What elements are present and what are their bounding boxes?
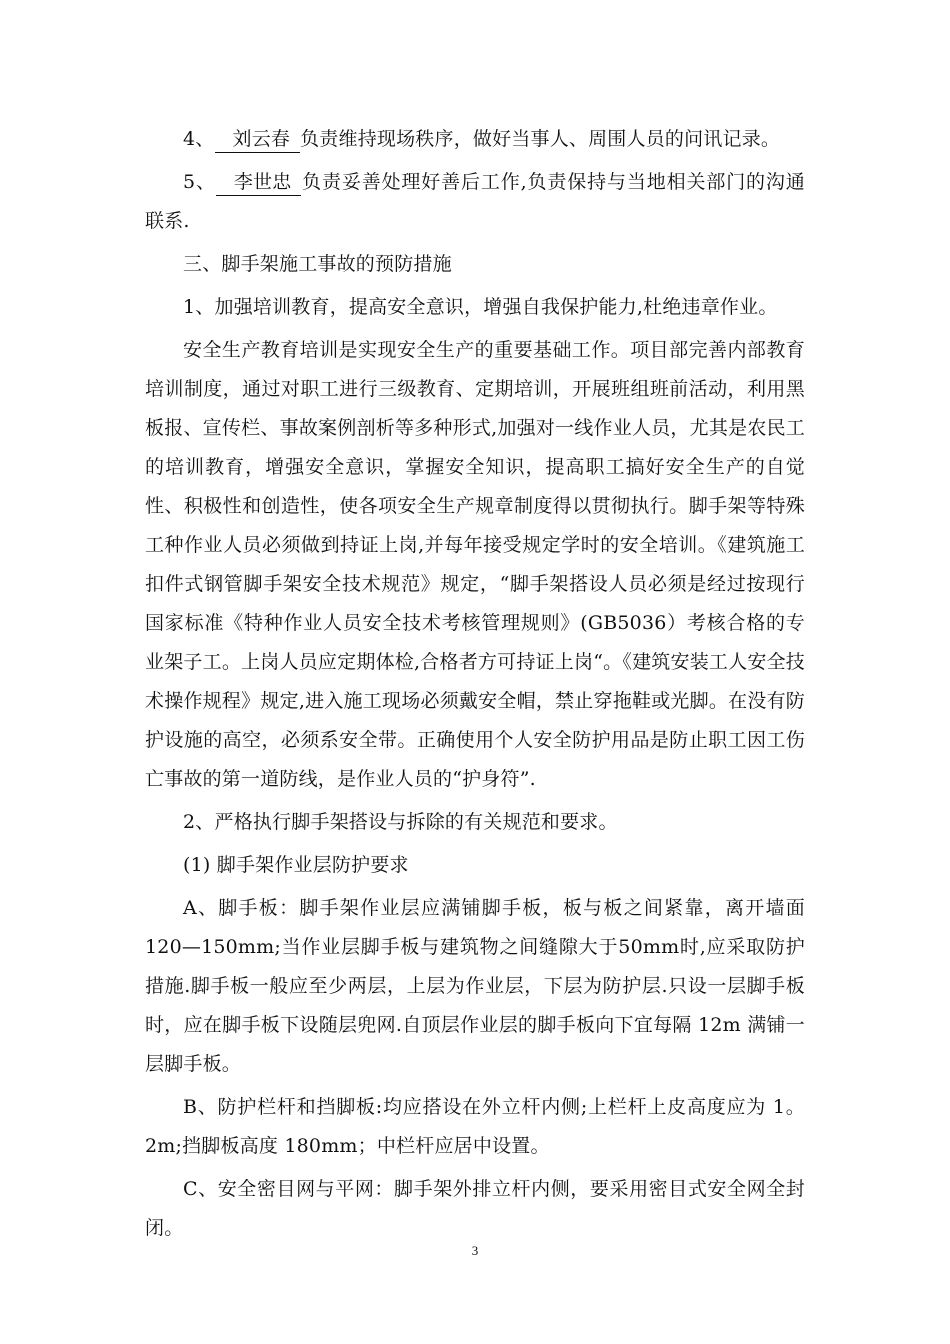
- paragraph: 安全生产教育培训是实现安全生产的重要基础工作。项目部完善内部教育培训制度，通过对职工进行三级教育、定期培训，开展班组班前活动，利用黑板报、宣传栏、事故案例剖析等多种形式,加强对一线作业人员，尤其是农民工的培训教育，增强安全意识，掌握安全知识，提高职工搞好安全生产的自觉性、积极性和创造性，使各项安全生产规章制度得以贯彻执行。脚手架等特殊工种作业人员必须做到持证上岗,并每年接受规定学时的安全培训。《建筑施工扣件式钢管脚手架安全技术规范》规定，“脚手架搭设人员必须是经过按现行国家标准《特种作业人员安全技术考核管理规则》(GB5036）考核合格的专业架子工。上岗人员应定期体检,合格者方可持证上岗“。《建筑安装工人安全技术操作规程》规定,进入施工现场必须戴安全帽，禁止穿拖鞋或光脚。在没有防护设施的高空，必须系安全带。正确使用个人安全防护用品是防止职工因工伤亡事故的第一道防线，是作业人员的“护身符”.: [145, 339, 805, 790]
- section-heading: 三、脚手架施工事故的预防措施: [183, 253, 452, 275]
- item-number: 4、: [183, 128, 215, 150]
- document-body: [145, 120, 805, 1248]
- paragraph: C、安全密目网与平网：脚手架外排立杆内侧，要采用密目式安全网全封闭。: [145, 1178, 805, 1239]
- paragraph: A、脚手板：脚手架作业层应满铺脚手板，板与板之间紧靠，离开墙面120—150mm;当作业层脚手板与建筑物之间缝隙大于50mm时,应采取防护措施.脚手板一般应至少两层，上层为作业层，下层为防护层.只设一层脚手板时，应在脚手板下设随层兜网.自顶层作业层的脚手板向下宜每隔 12m 满铺一层脚手板。: [145, 897, 805, 1075]
- underlined-person-name: 刘云春: [215, 126, 301, 153]
- item-text: 负责妥善处理好善后工作,负责保持与当地相关部门的沟通联系.: [145, 171, 805, 232]
- paragraph: B、防护栏杆和挡脚板:均应搭设在外立杆内侧;上栏杆上皮高度应为 1。2m;挡脚板高度 180mm；中栏杆应居中设置。: [145, 1096, 805, 1157]
- page-number: 3: [471, 1243, 479, 1258]
- item-number: 5、: [183, 171, 216, 193]
- point-heading: 2、严格执行脚手架搭设与拆除的有关规范和要求。: [183, 811, 618, 833]
- responsibility-item: [145, 120, 805, 159]
- item-text: 负责维持现场秩序，做好当事人、周围人员的问讯记录。: [300, 128, 781, 150]
- point-heading: 1、加强培训教育，提高安全意识，增强自我保护能力,杜绝违章作业。: [183, 296, 778, 318]
- responsibility-item: [145, 163, 805, 241]
- underlined-person-name: 李世忠: [216, 169, 302, 196]
- subsection-heading: (1) 脚手架作业层防护要求: [183, 854, 409, 876]
